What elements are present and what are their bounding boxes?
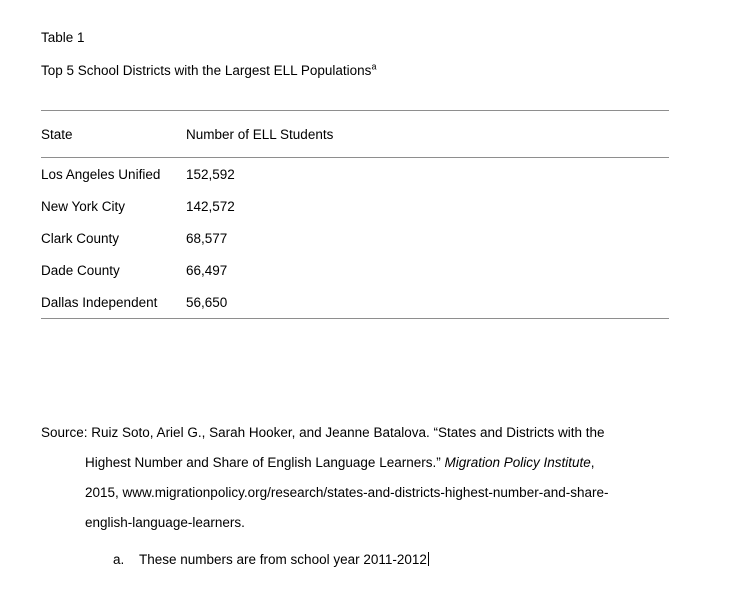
footnote-row (41, 550, 669, 570)
source-line-1: Source: Ruiz Soto, Ariel G., Sarah Hooker, and Jeanne Batalova. “States and Districts with the (41, 425, 605, 440)
table-footnote (41, 550, 669, 570)
table-rule-bottom (41, 318, 669, 319)
table-row (41, 254, 669, 286)
text-cursor (428, 552, 429, 566)
table-row (41, 286, 669, 318)
cell-state: Los Angeles Unified (41, 166, 161, 182)
table-header (41, 111, 669, 157)
table-number: Table 1 (41, 30, 85, 45)
cell-students: 56,650 (186, 294, 228, 310)
table-header-row (41, 111, 669, 157)
source-line-2 (41, 448, 669, 478)
table-title-text: Top 5 School Districts with the Largest ELL Populations (41, 63, 372, 78)
source-note (41, 418, 669, 538)
cell-state: Dade County (41, 262, 120, 278)
table-body (41, 158, 669, 318)
source-line-3: 2015, www.migrationpolicy.org/research/states-and-districts-highest-number-and-share- (85, 485, 609, 500)
source-line-4: english-language-learners. (85, 515, 245, 530)
table-container (41, 28, 669, 319)
cell-state: New York City (41, 198, 126, 214)
source-line-2-tail: , (590, 455, 595, 470)
cell-students: 152,592 (186, 166, 235, 182)
cell-students: 66,497 (186, 262, 228, 278)
cell-state: Dallas Independent (41, 294, 158, 310)
cell-students: 68,577 (186, 230, 228, 246)
table-title-superscript: a (371, 61, 377, 72)
column-header-state: State (41, 126, 73, 142)
footnote-text-content: These numbers are from school year 2011-2012 (139, 552, 427, 567)
cell-students: 142,572 (186, 198, 235, 214)
column-header-number: Number of ELL Students (186, 126, 334, 142)
table-row (41, 222, 669, 254)
table-row (41, 158, 669, 190)
ell-data-table-body (41, 158, 669, 318)
source-publication-title: Migration Policy Institute (444, 455, 591, 470)
footnote-label: a. (113, 552, 125, 567)
cell-state: Clark County (41, 230, 120, 246)
footnote-text (139, 550, 669, 570)
table-row (41, 190, 669, 222)
table-title (41, 61, 669, 81)
source-line-2-text: Highest Number and Share of English Language Learners.” (85, 455, 445, 470)
ell-data-table (41, 111, 669, 157)
